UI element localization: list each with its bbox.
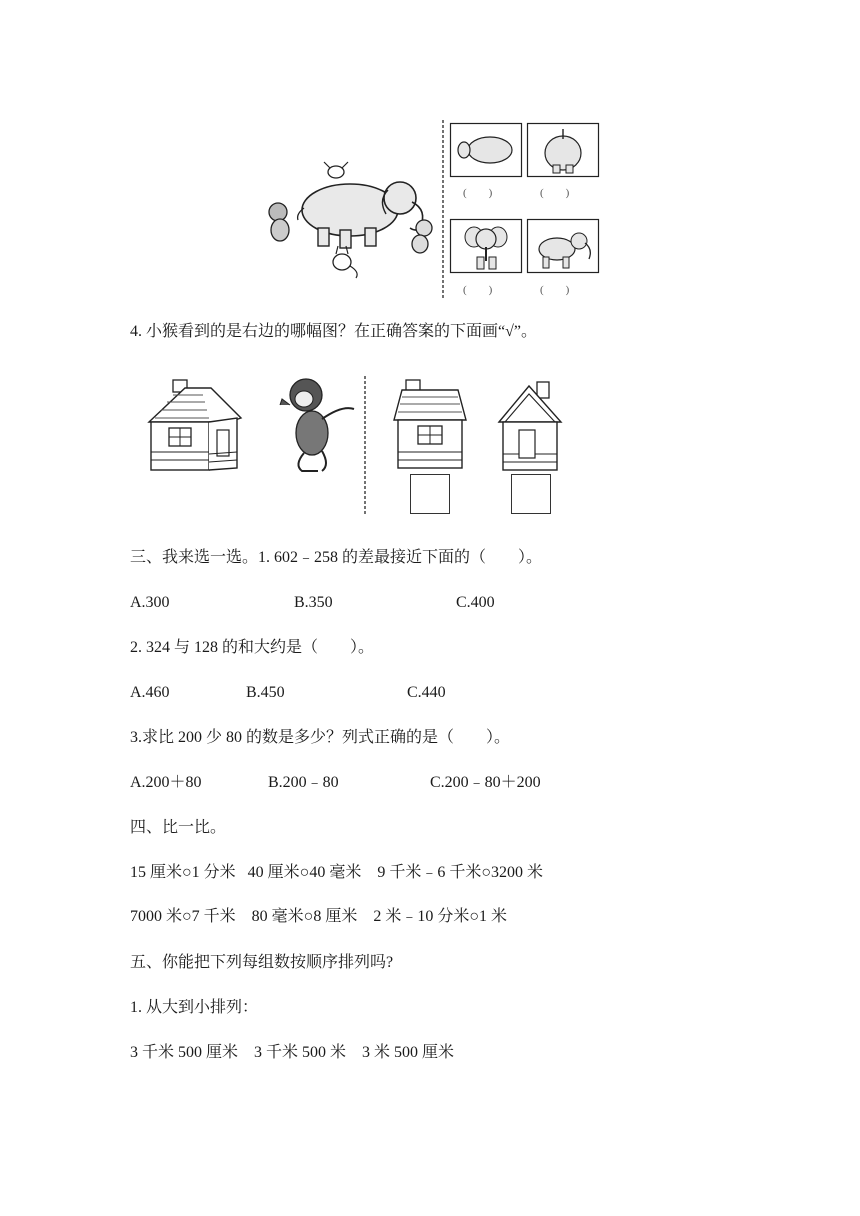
view-option-top bbox=[450, 123, 522, 177]
view-answer-paren[interactable]: ( ) bbox=[540, 284, 570, 296]
option-c: C.400 bbox=[456, 594, 495, 611]
option-b: B.450 bbox=[246, 684, 285, 701]
comparison-row: 7000 米○7 千米 80 毫米○8 厘米 2 米﹣10 分米○1 米 bbox=[130, 908, 507, 925]
option-a: A.200＋80 bbox=[130, 774, 202, 791]
section-3-question-2: 2. 324 与 128 的和大约是（ ）。 bbox=[130, 639, 375, 656]
view-option-back bbox=[527, 123, 599, 177]
view-answer-paren[interactable]: ( ) bbox=[463, 284, 493, 296]
house-option-side bbox=[497, 380, 563, 472]
section-3-question-3: 3.求比 200 少 80 的数是多少？列式正确的是（ ）。 bbox=[130, 729, 511, 746]
option-c: C.440 bbox=[407, 684, 446, 701]
option-a: A.460 bbox=[130, 684, 170, 701]
question-4-text: 4. 小猴看到的是右边的哪幅图？在正确答案的下面画“√”。 bbox=[130, 323, 537, 340]
section-5-question-1: 1. 从大到小排列： bbox=[130, 999, 259, 1016]
answer-box[interactable] bbox=[511, 474, 551, 514]
elephant-scene-illustration bbox=[260, 150, 440, 280]
view-answer-paren[interactable]: ( ) bbox=[463, 187, 493, 199]
view-option-front bbox=[450, 219, 522, 273]
section-5-title: 五、你能把下列每组数按顺序排列吗? bbox=[130, 954, 394, 971]
option-a: A.300 bbox=[130, 594, 170, 611]
answer-box[interactable] bbox=[410, 474, 450, 514]
dashed-divider bbox=[440, 120, 446, 298]
house-option-front bbox=[392, 378, 468, 470]
dashed-divider bbox=[362, 376, 368, 516]
house-illustration bbox=[145, 378, 245, 473]
option-b: B.200﹣80 bbox=[268, 774, 339, 791]
ordering-items: 3 千米 500 厘米 3 千米 500 米 3 米 500 厘米 bbox=[130, 1044, 455, 1061]
monkey-illustration bbox=[278, 375, 358, 475]
comparison-row: 15 厘米○1 分米 40 厘米○40 毫米 9 千米﹣6 千米○3200 米 bbox=[130, 864, 543, 881]
option-b: B.350 bbox=[294, 594, 333, 611]
section-3-question-1: 三、我来选一选。1. 602﹣258 的差最接近下面的（ ）。 bbox=[130, 549, 543, 566]
section-4-title: 四、比一比。 bbox=[130, 819, 227, 836]
view-answer-paren[interactable]: ( ) bbox=[540, 187, 570, 199]
view-option-side bbox=[527, 219, 599, 273]
option-c: C.200﹣80＋200 bbox=[430, 774, 541, 791]
